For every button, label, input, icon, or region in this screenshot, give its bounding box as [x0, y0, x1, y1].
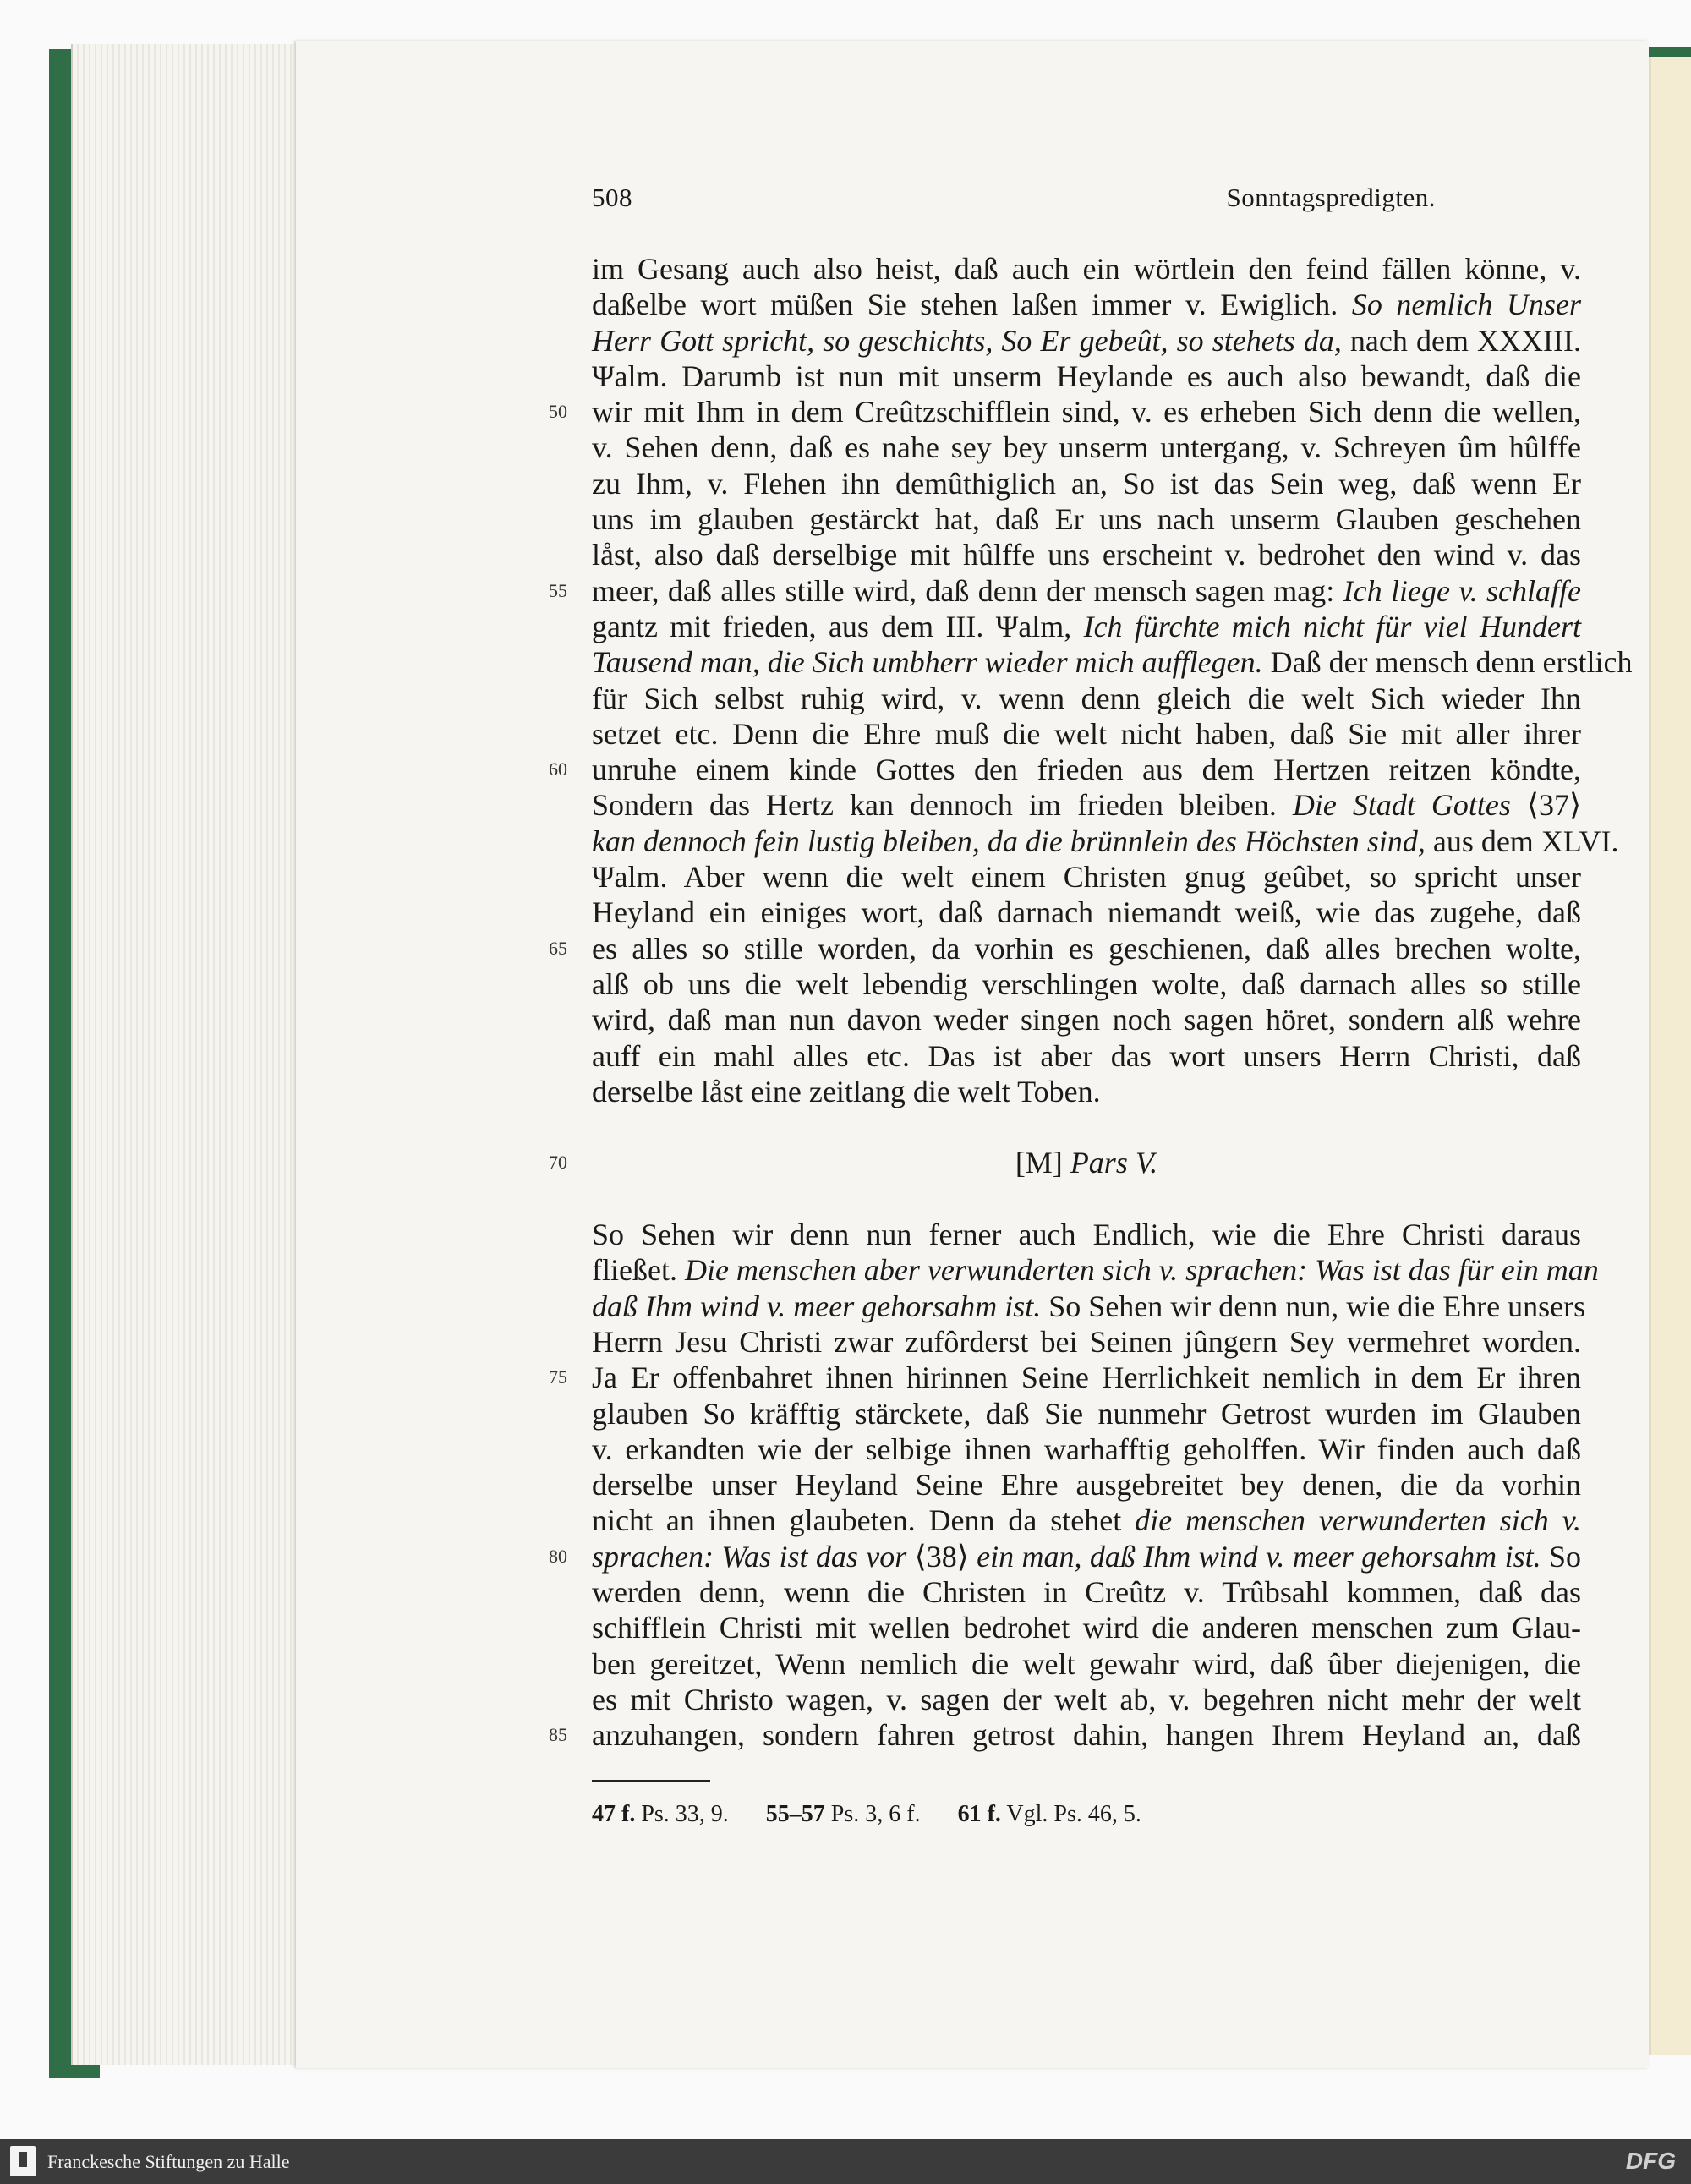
text-span: v. Sehen denn, daß es nahe sey bey unserm untergang, v. Schreyen ûm hûlffe [592, 430, 1581, 465]
viewer-bottom-bar [0, 2139, 1691, 2184]
page-number: 508 [592, 183, 632, 212]
italic-quote: So nemlich Unser [1351, 287, 1581, 322]
text-line [592, 1574, 1581, 1610]
text-line [592, 1646, 1581, 1682]
italic-quote: sprachen: Was ist das vor [592, 1539, 907, 1574]
italic-quote: Die Stadt Gottes [1292, 788, 1511, 823]
text-line [592, 716, 1581, 752]
text-span: anzuhangen, sondern fahren getrost dahin, hangen Ihrem Heyland an, daß [592, 1718, 1581, 1753]
footnote-ref: 47 f. [592, 1801, 636, 1827]
text-line [592, 1217, 1581, 1252]
text-line [592, 501, 1581, 537]
text-line [592, 1431, 1581, 1467]
text-line [592, 1002, 1581, 1037]
text-line [592, 537, 1581, 572]
text-line [592, 251, 1581, 287]
footnote-rule [592, 1780, 710, 1782]
footnote [766, 1801, 921, 1827]
text-span: werden denn, wenn die Christen in Creûtz v. Trûbsahl kommen, daß das [592, 1574, 1581, 1609]
footnote-text: Ps. 33, 9. [635, 1801, 729, 1827]
text-span: es alles so stille worden, da vorhin es geschienen, daß alles brechen wolte, [592, 931, 1581, 966]
text-line [592, 1610, 1581, 1645]
text-span: es mit Christo wagen, v. sagen der welt ab, v. begehren nicht mehr der welt [592, 1682, 1581, 1716]
line-number: 50 [549, 401, 567, 423]
italic-quote: ein man, daß Ihm wind v. meer gehorsahm ist. [977, 1539, 1541, 1574]
line-number: 85 [549, 1724, 567, 1746]
text-span: auff ein mahl alles etc. Das ist aber das wort unsers Herrn Christi, daß [592, 1038, 1581, 1073]
text-line [592, 1289, 1586, 1324]
text-span: Ψalm. Aber wenn die welt einem Christen gnug geûbet, so spricht unser [592, 860, 1581, 895]
text-span: derselbe låst eine zeitlang die welt Toben. [592, 1074, 1101, 1108]
text-span: glauben So kräfftig stärckete, daß Sie nunmehr Getrost wurden im Glauben [592, 1396, 1581, 1431]
line-number: 55 [549, 579, 567, 601]
italic-quote: Die menschen aber verwunderten sich v. sprachen: Was ist das für ein man [684, 1253, 1599, 1288]
text-span: So [1541, 1539, 1582, 1574]
italic-quote: Tausend man, die Sich umbherr wieder mich aufflegen. [592, 645, 1263, 680]
text-line [592, 466, 1581, 501]
text-span: Sondern das Hertz kan dennoch im frieden bleiben. [592, 788, 1293, 823]
text-line [549, 752, 1581, 787]
text-span: schifflein Christi mit wellen bedrohet wird die anderen menschen zum Glau- [592, 1611, 1581, 1645]
text-line [592, 681, 1581, 716]
footnote-text: Vgl. Ps. 46, 5. [1000, 1801, 1141, 1827]
text-line [549, 1539, 1582, 1574]
italic-quote: Herr Gott spricht, so geschichts, So Er gebeût, so stehets da, [592, 323, 1342, 358]
text-span: Herrn Jesu Christi zwar zufôrderst bei Seinen jûngern Sey vermehret worden. [592, 1324, 1581, 1359]
footnote-ref: 61 f. [957, 1801, 1001, 1827]
text-span: Ψalm. Darumb ist nun mit unserm Heylande es auch also bewandt, daß die [592, 359, 1581, 393]
text-span: zu Ihm, v. Flehen ihn demûthiglich an, So ist das Sein weg, daß wenn Er [592, 466, 1581, 501]
italic-quote: Ich liege v. schlaffe [1343, 573, 1581, 608]
text-line [549, 394, 1581, 430]
text-span: fließet. [592, 1253, 685, 1288]
italic-quote: kan dennoch fein lustig bleiben, da die brünnlein des Höchsten sind, [592, 824, 1426, 858]
text-span: uns im glauben gestärckt hat, daß Er uns nach unserm Glauben geschehen [592, 502, 1581, 537]
line-number: 75 [549, 1366, 567, 1388]
text-line [592, 966, 1581, 1002]
text-line [592, 430, 1581, 465]
text-line [592, 1038, 1581, 1074]
footnote [592, 1801, 729, 1827]
page-stack-edge [71, 44, 309, 2065]
text-span: låst, also daß derselbige mit hûlffe uns erscheint v. bedrohet den wind v. das [592, 538, 1581, 572]
line-number: 60 [549, 758, 567, 780]
text-line [592, 609, 1581, 644]
text-line [592, 787, 1581, 823]
text-line [592, 1324, 1581, 1360]
text-span: aus dem XLVI. [1425, 824, 1619, 858]
text-span: für Sich selbst ruhig wird, v. wenn denn gleich die welt Sich wieder Ihn [592, 681, 1581, 715]
dfg-logo: DFG [1625, 2148, 1676, 2174]
text-span: derselbe unser Heyland Seine Ehre ausgebreitet bey denen, die da vorhin [592, 1468, 1581, 1503]
text-span: meer, daß alles stille wird, daß denn der mensch sagen mag: [592, 573, 1343, 608]
footnote-ref: 55–57 [765, 1801, 825, 1827]
text-span: nach dem XXXIII. [1341, 323, 1581, 358]
text-span: wir mit Ihm in dem Creûtzschifflein sind, v. es erheben Sich denn die wellen, [592, 395, 1581, 430]
text-line [592, 644, 1633, 680]
text-line [592, 1252, 1599, 1288]
italic-quote: Pars V. [1070, 1146, 1158, 1180]
text-span: unruhe einem kinde Gottes den frieden aus dem Hertzen reitzen köndte, [592, 753, 1581, 787]
main-text [549, 251, 1633, 1753]
text-span: daßelbe wort müßen Sie stehen laßen immer v. Ewiglich. [592, 287, 1352, 322]
book-cover-right [1649, 47, 1691, 57]
text-span: So Sehen wir denn nun, wie die Ehre unsers [1041, 1289, 1586, 1323]
text-span: [M] [1015, 1146, 1070, 1180]
text-line [592, 1396, 1581, 1431]
text-span: im Gesang auch also heist, daß auch ein wörtlein den feind fällen könne, v. [592, 252, 1581, 286]
facing-page-edge [1649, 51, 1691, 2055]
text-line [592, 1181, 1581, 1217]
text-span: gantz mit frieden, aus dem III. Ψalm, [592, 609, 1084, 643]
text-line [592, 1074, 1581, 1109]
line-number: 80 [549, 1545, 567, 1567]
text-line [549, 1717, 1581, 1753]
text-span: alß ob uns die welt lebendig verschlingen wolte, daß darnach alles so stille [592, 966, 1581, 1001]
footnote-apparatus [592, 1801, 1179, 1828]
line-number: 70 [549, 1152, 567, 1174]
line-number: 65 [549, 937, 567, 959]
text-span: ben gereitzet, Wenn nemlich die welt gewahr wird, daß ûber diejenigen, die [592, 1646, 1581, 1681]
text-line [592, 824, 1619, 859]
text-span: nicht an ihnen glaubeten. Denn da stehet [592, 1503, 1136, 1538]
italic-quote: Ich fürchte mich nicht für viel Hundert [1083, 609, 1581, 643]
italic-quote: daß Ihm wind v. meer gehorsahm ist. [592, 1289, 1042, 1323]
text-line [549, 1360, 1581, 1395]
text-span: ⟨37⟩ [1510, 788, 1581, 823]
text-line [592, 287, 1581, 322]
text-line [592, 895, 1581, 930]
text-line [592, 1682, 1581, 1717]
institution-logo-icon [10, 2146, 36, 2176]
text-span: ⟨38⟩ [906, 1539, 977, 1574]
text-span: So Sehen wir denn nun ferner auch Endlich, wie die Ehre Christi daraus [592, 1218, 1581, 1252]
footnote-text: Ps. 3, 6 f. [824, 1801, 921, 1827]
text-line [549, 573, 1581, 609]
text-span: Ja Er offenbahret ihnen hirinnen Seine Herrlichkeit nemlich in dem Er ihren [592, 1360, 1581, 1395]
text-line [592, 359, 1581, 394]
footnote [958, 1801, 1141, 1827]
text-span: setzet etc. Denn die Ehre muß die welt nicht haben, daß Sie mit aller ihrer [592, 716, 1581, 751]
institution-name: Franckesche Stiftungen zu Halle [47, 2151, 290, 2172]
text-line [592, 1467, 1581, 1503]
text-line [549, 931, 1581, 966]
text-span: v. erkandten wie der selbige ihnen warhafftig geholffen. Wir finden auch daß [592, 1431, 1581, 1466]
text-line [592, 323, 1581, 359]
text-line [592, 859, 1581, 895]
text-span: Heyland ein einiges wort, daß darnach niemandt weiß, wie das zugehe, daß [592, 895, 1581, 930]
text-span: wird, daß man nun davon weder singen noch sagen höret, sondern alß wehre [592, 1003, 1581, 1037]
running-title: Sonntagspredigten. [1226, 183, 1436, 212]
text-line [592, 1503, 1581, 1538]
section-heading [549, 1145, 1581, 1180]
text-span: Daß der mensch denn erstlich [1262, 645, 1633, 680]
text-line [592, 1109, 1581, 1145]
italic-quote: die menschen verwunderten sich v. [1135, 1503, 1581, 1538]
